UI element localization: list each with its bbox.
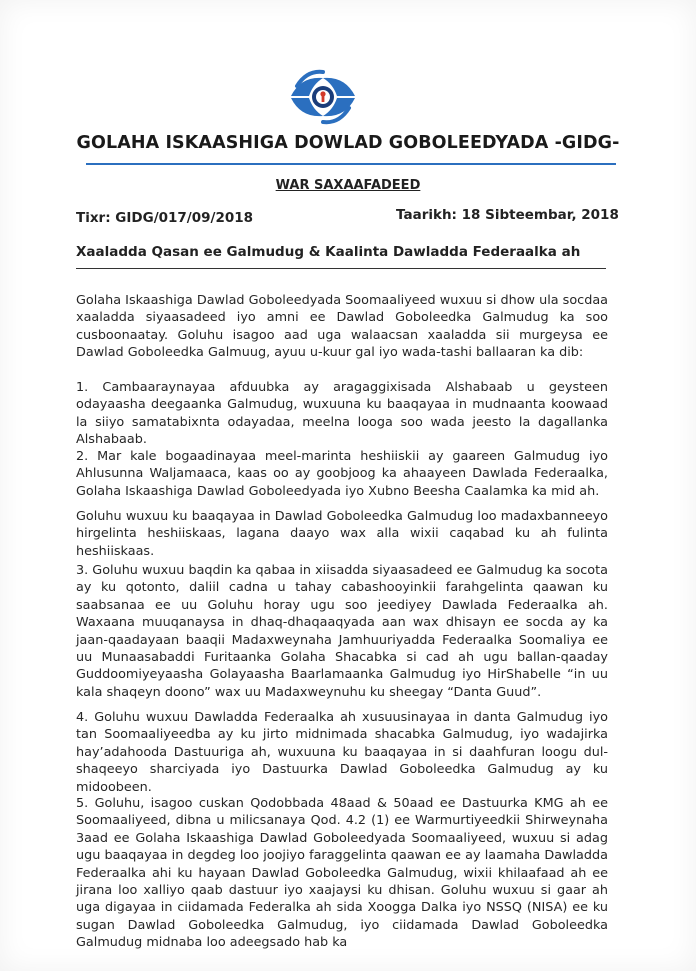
reference-number: Tixr: GIDG/017/09/2018 (76, 210, 254, 226)
point-2-followup-paragraph: Goluhu wuxuu ku baaqayaa in Dawlad Goboleedka Galmudug loo madaxbanneeyo hirgelinta heshiiskaas, lagana daayo wax alla wixii caqabad ku ah fulinta heshiiskaas. (76, 509, 608, 559)
point-3-paragraph: 3. Goluhu wuxuu baqdin ka qabaa in xiisadda siyaasadeed ee Galmudug ka socota ay ku qotonto, daliil cadna u tahay cabashooyinkii farahgelinta qaawan ku saabsanaa ee uu Goluhu horay ugu soo jeediyey Dawlada Federaalka ah. Waxaana muuqanaysa in dhaq-dhaqaaqyada aan wax dhisayn ee socda ay ka jaan-qaadayaan baaqii Madaxweynaha Jamhuuriyadda Federaalka Soomaliya ee uu Munaasabaddi Furitaanka Golaha Shacabka si cad ah ugu ballan-qaaday Guddoomiyeyaasha Golayaasha Baarlamaanka Galmudug iyo HirShabelle “in uu kala shaqeyn doono” wax uu Madaxweynuhu ku sheegay “Danta Guud”. (76, 563, 608, 700)
gidg-logo-icon (283, 66, 363, 128)
subject-line: Xaaladda Qasan ee Galmudug & Kaalinta Dawladda Federaalka ah (76, 244, 581, 260)
intro-paragraph: Golaha Iskaashiga Dawlad Goboleedyada Soomaaliyeed wuxuu si dhow ula socdaa xaaladda siyaasadeed iyo amni ee Dawlad Goboleedka Galmudug ka soo cusboonaatay. Goluhu isagoo aad uga walaacsan xaaladda sii murgeysa ee Dawlad Goboleedka Galmuug, ayuu u-kuur gal iyo wada-tashi ballaaran ka dib: (76, 293, 608, 361)
point-1-paragraph: 1. Cambaaraynayaa afduubka ay aragaggixisada Alshabaab u geysteen odayaasha deegaanka Galmudug, wuxuuna ku baaqayaa in mudnaanta koowaad la siiyo samatabixnta odayadaa, meelna looga soo wada jeesto la dagallanka Alshabaab. (76, 380, 608, 448)
header-divider (86, 163, 616, 165)
subject-divider (76, 268, 606, 269)
point-5-paragraph: 5. Goluhu, isagoo cuskan Qodobbada 48aad & 50aad ee Dastuurka KMG ah ee Soomaaliyeed, dibna u milicsanaya Qod. 4.2 (1) ee Warmurtiyeedkii Shirweynaha 3aad ee Golaha Iskaashiga Dawlad Goboleedyada Soomaaliyeed, wuxuu si adag ugu baaqayaa in degdeg loo joojiyo faraggelinta qaawan ee ay laamaha Dawladda Federaalka ahi ku hayaan Dawlad Goboleedka Galmudug, wixii khilaafaad ah ee jirana loo xalliyo qaab dastuur iyo xaajaysi ku dhisan. Goluhu wuxuu si gaar ah uga digayaa in ciidamada Federalka ah sida Xoogga Dalka iyo NSSQ (NISA) ee ku sugan Dawlad Goboleedka Galmudug, iyo ciidamada Dawlad Goboleedka Galmudug midnaba loo adeegsado hab ka (76, 796, 608, 951)
point-2-paragraph: 2. Mar kale bogaadinayaa meel-marinta heshiiskii ay gaareen Galmudug iyo Ahlusunna Waljamaaca, kaas oo ay goobjoog ka ahaayeen Dawlada Federaalka, Golaha Iskaashiga Dawlad Goboleedyada iyo Xubno Beesha Caalamka ka mid ah. (76, 449, 608, 499)
press-release-title: WAR SAXAAFADEED (275, 178, 421, 193)
organization-name: GOLAHA ISKAASHIGA DOWLAD GOBOLEEDYADA -GIDG- (76, 133, 620, 153)
point-4-paragraph: 4. Goluhu wuxuu Dawladda Federaalka ah xusuusinayaa in danta Galmudug iyo tan Soomaaliyeedba ay ku jirto midnimada shacabka Galmudug, iyo wadajirka hay’adahooda Dastuuriga ah, wuxuuna ku baaqayaa in si daahfuran loogu dul-shaqeeyo sharciyada iyo Dastuurka Dawlad Goboleedka Galmudug ay ku midoobeen. (76, 710, 608, 795)
release-date: Taarikh: 18 Sibteembar, 2018 (396, 207, 619, 223)
